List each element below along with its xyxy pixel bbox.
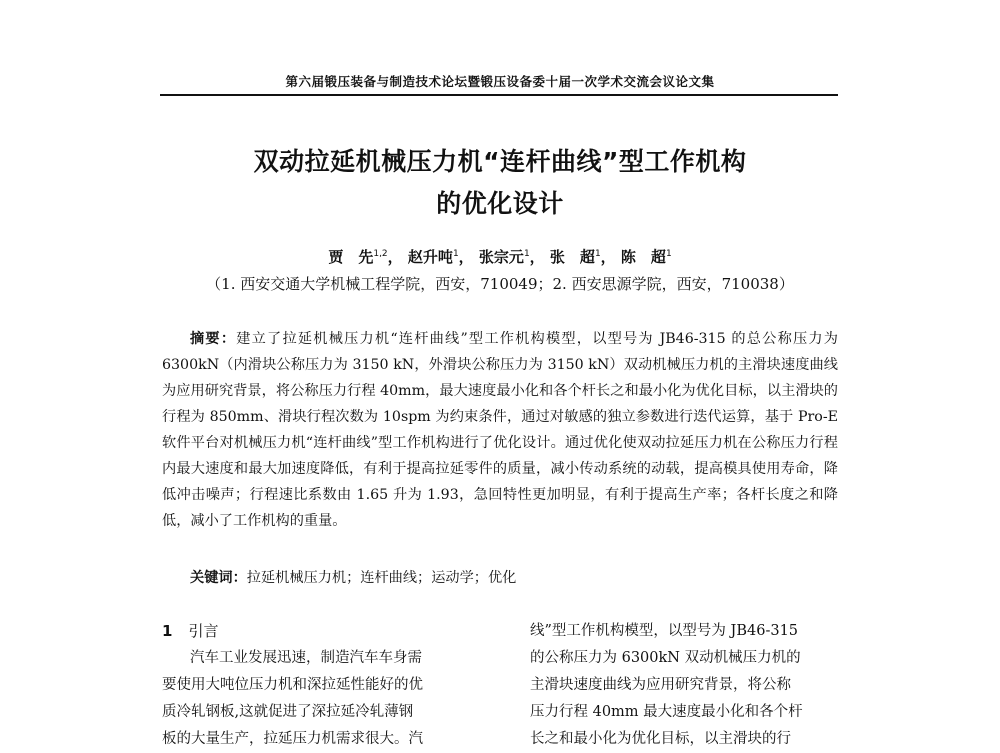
author-affil-mark: 1 [665, 249, 672, 259]
author-separator: ， [458, 248, 474, 266]
body-text-line: 线”型工作机构模型，以型号为 JB46-315 [530, 623, 799, 639]
author [328, 248, 387, 266]
section-number: 1 [162, 622, 173, 640]
body-text-line: 的公称压力为 6300kN 双动机械压力机的 [530, 650, 801, 666]
author-name: 陈 超 [620, 248, 666, 266]
body-column-right [530, 618, 840, 753]
keywords [190, 567, 516, 587]
author [621, 248, 672, 266]
author [408, 248, 459, 266]
paper-title-line-2: 的优化设计 [436, 189, 564, 218]
author-name: 张宗元 [478, 248, 524, 266]
body-column-left [162, 618, 468, 753]
author [550, 248, 601, 266]
keywords-text: 拉延机械压力机；连杆曲线；运动学；优化 [246, 570, 517, 586]
paper-title-line-1: 双动拉延机械压力机“连杆曲线”型工作机构 [253, 147, 747, 176]
header-rule [160, 94, 838, 96]
author-separator: ， [387, 248, 403, 266]
author-affil-mark: 1 [594, 249, 601, 259]
body-text-line: 压力行程 40mm 最大速度最小化和各个杆 [530, 704, 803, 720]
author-affil-mark: 1,2 [373, 249, 388, 259]
abstract-label: 摘要： [190, 331, 237, 347]
author-name: 贾 先 [328, 248, 374, 266]
author [479, 248, 530, 266]
author-affil-mark: 1 [452, 249, 459, 259]
author-affil-mark: 1 [523, 249, 530, 259]
body-text-line: 主滑块速度曲线为应用研究背景，将公称 [530, 677, 791, 693]
body-text-line: 板的大量生产，拉延压力机需求很大。汽 [162, 731, 423, 747]
running-head: 第六届锻压装备与制造技术论坛暨锻压设备委十届一次学术交流会议论文集 [285, 74, 715, 89]
author-name: 张 超 [549, 248, 595, 266]
author-separator: ， [600, 248, 616, 266]
abstract-text: 建立了拉延机械压力机“连杆曲线”型工作机构模型，以型号为 JB46-315 的总公称压力为 6300kN（内滑块公称压力为 3150 kN，外滑块公称压力为 3150 kN）双动机械压力机的主滑块速度曲线为应用研究背景，将公称压力行程 40mm，最大速度最小化和各个杆长之和最小化为优化目标，以主滑块的行程为 850mm、滑块行程次数为 10spm 为约束条件，通过对敏感的独立参数进行迭代运算，基于 Pro-E 软件平台对机械压力机“连杆曲线”型工作机构进行了优化设计。通过优化使双动拉延压力机在公称压力行程内最大速度和最大加速度降低，有利于提高拉延零件的质量，减小传动系统的动载，提高模具使用寿命，降低冲击噪声；行程速比系数由 1.65 升为 1.93，急回特性更加明显，有利于提高生产率；各杆长度之和降低，减小了工作机构的重量。 [162, 331, 838, 529]
body-text-line: 质冷轧钢板,这就促进了深拉延冷轧薄钢 [162, 704, 414, 720]
abstract [162, 326, 838, 534]
body-text-line: 汽车工业发展迅速，制造汽车车身需 [190, 650, 422, 666]
body-text-line: 长之和最小化为优化目标，以主滑块的行 [530, 731, 791, 747]
author-separator: ， [529, 248, 545, 266]
keywords-label: 关键词： [190, 570, 247, 586]
section-heading [162, 618, 468, 645]
author-name: 赵升吨 [407, 248, 453, 266]
section-title: 引言 [188, 622, 219, 640]
author-list [160, 246, 840, 267]
affiliation: （1. 西安交通大学机械工程学院，西安，710049；2. 西安思源学院，西安，710038） [206, 275, 794, 293]
body-text-line: 要使用大吨位压力机和深拉延性能好的优 [162, 677, 423, 693]
